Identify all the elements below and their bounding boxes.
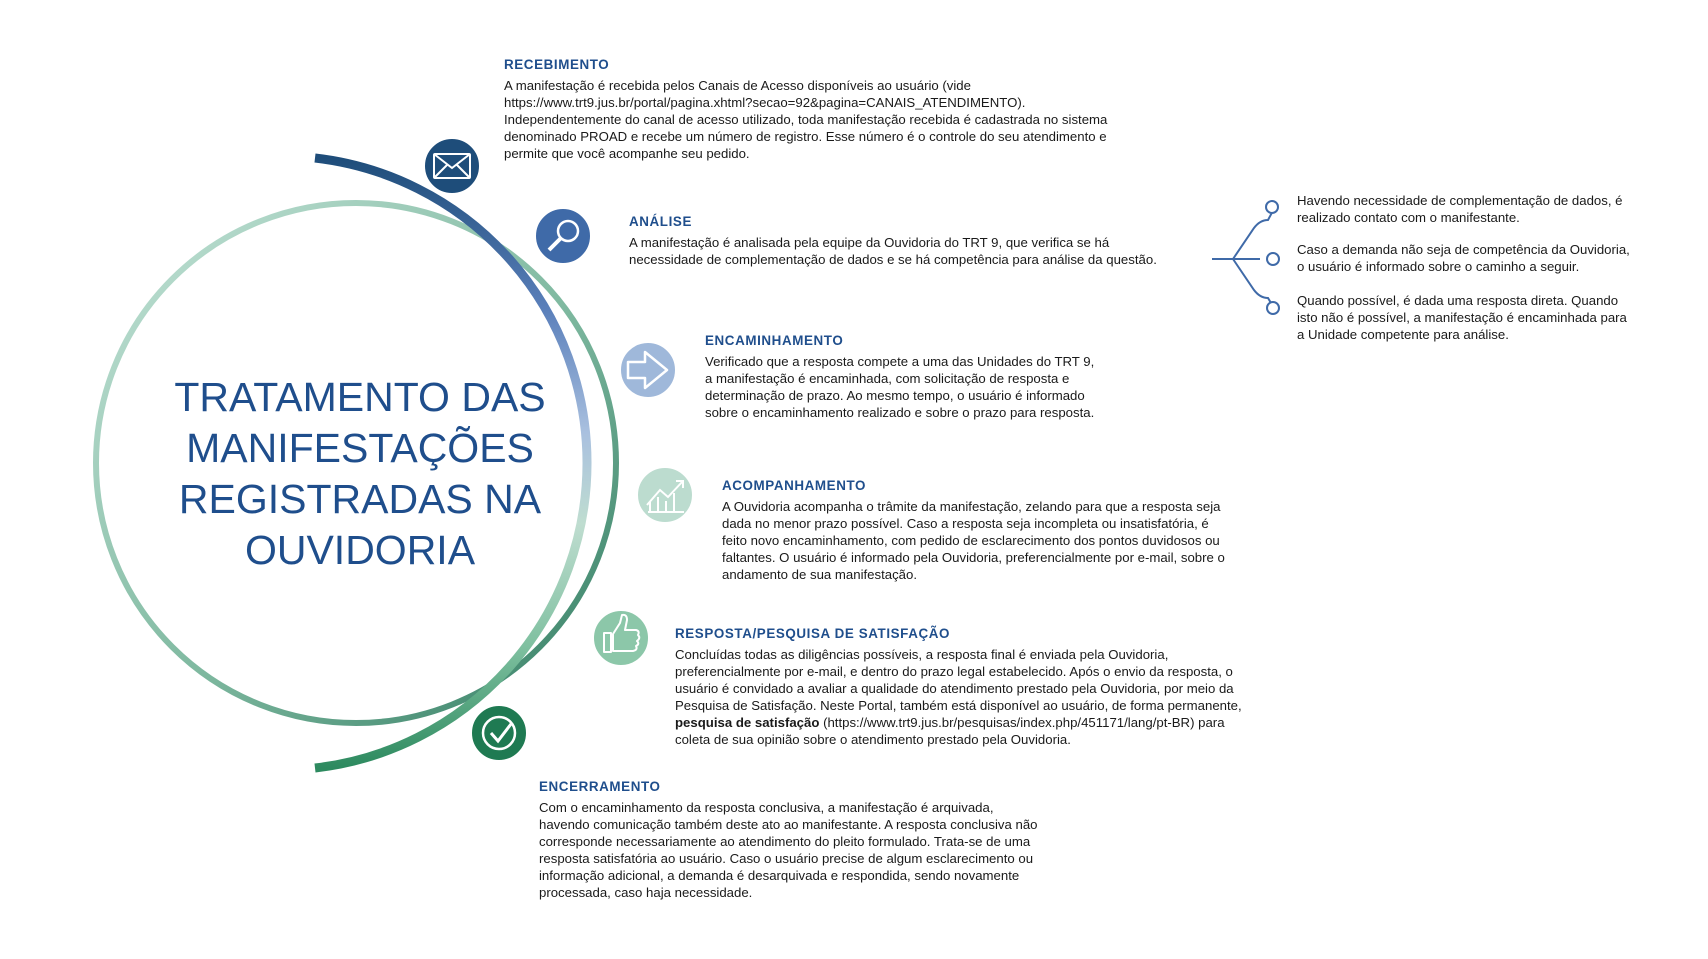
step-line: sobre o encaminhamento realizado e sobre o prazo para resposta. [705, 405, 1095, 420]
title-line: OUVIDORIA [244, 527, 476, 573]
step-line: permite que você acompanhe seu pedido. [504, 146, 750, 161]
step-line: Com o encaminhamento da resposta conclusiva, a manifestação é arquivada, [539, 800, 994, 815]
step-analise [629, 213, 1157, 268]
branch-connector [1212, 201, 1279, 314]
branch-line: o usuário é informado sobre o caminho a seguir. [1297, 259, 1580, 274]
title-line: REGISTRADAS NA [178, 476, 542, 522]
step-line-with-link [675, 714, 1242, 731]
diagram-title [150, 372, 570, 576]
step-description [539, 799, 1038, 901]
step-line: A manifestação é recebida pelos Canais de Acesso disponíveis ao usuário (vide [504, 78, 971, 93]
step-line: faltantes. O usuário é informado pela Ouvidoria, preferencialmente por e-mail, sobre o [722, 550, 1225, 565]
step-line: processada, caso haja necessidade. [539, 885, 753, 900]
branch-item-complementacao [1297, 192, 1623, 226]
branch-line: realizado contato com o manifestante. [1297, 210, 1520, 225]
branch-line: a Unidade competente para análise. [1297, 327, 1509, 342]
step-line: preferencialmente por e-mail, e dentro do prazo legal estabelecido. Após o envio da resposta, o [675, 664, 1233, 679]
step-line: informação adicional, a demanda é desarquivada e respondida, sendo novamente [539, 868, 1020, 883]
step-line: A Ouvidoria acompanha o trâmite da manifestação, zelando para que a resposta seja [722, 499, 1221, 514]
branch-item-resposta-direta [1297, 292, 1627, 343]
step-line: Pesquisa de Satisfação. Neste Portal, também está disponível ao usuário, de forma permanente, [675, 698, 1242, 713]
step-title: ENCAMINHAMENTO [705, 333, 844, 348]
step-description [629, 234, 1157, 268]
step-description [705, 353, 1094, 421]
survey-url-text: (https://www.trt9.jus.br/pesquisas/index.php/451171/lang/pt-BR) para [819, 715, 1225, 730]
step-icon-acompanhamento [637, 467, 693, 523]
step-description [722, 498, 1225, 583]
step-line: Concluídas todas as diligências possíveis, a resposta final é enviada pela Ouvidoria, [675, 647, 1169, 662]
branch-node-1 [1266, 201, 1278, 213]
step-line: corresponde necessariamente ao atendimento do pleito formulado. Trata-se de uma [539, 834, 1031, 849]
step-recebimento [504, 56, 1107, 162]
step-line: denominado PROAD e recebe um número de registro. Esse número é o controle do seu atendimento e [504, 129, 1107, 144]
step-line: feito novo encaminhamento, com pedido de esclarecimento dos pontos duvidosos ou [722, 533, 1220, 548]
step-line: Independentemente do canal de acesso utilizado, toda manifestação recebida é cadastrada no sistema [504, 112, 1108, 127]
step-line: a manifestação é encaminhada, com solicitação de resposta e [705, 371, 1070, 386]
step-icon-encaminhamento [620, 342, 676, 398]
step-line: determinação de prazo. Ao mesmo tempo, o usuário é informado [705, 388, 1085, 403]
step-icon-recebimento [424, 138, 480, 194]
step-acompanhamento [722, 477, 1225, 583]
branch-node-3 [1267, 302, 1279, 314]
step-icon-analise [535, 208, 591, 264]
step-icon-resposta [593, 610, 649, 666]
step-line: andamento de sua manifestação. [722, 567, 918, 582]
step-resposta [675, 625, 1242, 748]
step-line: A manifestação é analisada pela equipe da Ouvidoria do TRT 9, que verifica se há [629, 235, 1110, 250]
step-title: ENCERRAMENTO [539, 779, 661, 794]
step-line: coleta de sua opinião sobre o atendimento prestado pela Ouvidoria. [675, 732, 1071, 747]
step-description [675, 646, 1242, 748]
step-icon-encerramento [471, 705, 527, 761]
step-title: RESPOSTA/PESQUISA DE SATISFAÇÃO [675, 626, 951, 641]
branch-line: Quando possível, é dada uma resposta direta. Quando [1297, 293, 1619, 308]
branch-line: Caso a demanda não seja de competência da Ouvidoria, [1297, 242, 1630, 257]
step-encerramento [539, 778, 1038, 901]
step-line: necessidade de complementação de dados e se há competência para análise da questão. [629, 252, 1157, 267]
step-line: Verificado que a resposta compete a uma das Unidades do TRT 9, [705, 354, 1095, 369]
step-line: dada no menor prazo possível. Caso a resposta seja incompleta ou insatisfatória, é [722, 516, 1209, 531]
step-title: RECEBIMENTO [504, 57, 610, 72]
branch-line: Havendo necessidade de complementação de dados, é [1297, 193, 1623, 208]
step-title: ACOMPANHAMENTO [722, 478, 867, 493]
step-line: resposta satisfatória ao usuário. Caso o usuário precise de algum esclarecimento ou [539, 851, 1034, 866]
step-description [504, 77, 1107, 162]
branch-item-competencia [1297, 241, 1630, 275]
branch-line: isto não é possível, a manifestação é encaminhada para [1297, 310, 1627, 325]
step-encaminhamento [705, 332, 1094, 421]
survey-link[interactable]: pesquisa de satisfação [675, 715, 820, 730]
step-title: ANÁLISE [629, 214, 692, 229]
step-line: havendo comunicação também deste ato ao manifestante. A resposta conclusiva não [539, 817, 1038, 832]
step-line: usuário é convidado a avaliar a qualidade do atendimento prestado pela Ouvidoria, por meio da [675, 681, 1234, 696]
branch-node-2 [1267, 253, 1279, 265]
title-line: MANIFESTAÇÕES [186, 425, 534, 471]
title-line: TRATAMENTO DAS [174, 374, 546, 420]
step-line: https://www.trt9.jus.br/portal/pagina.xhtml?secao=92&pagina=CANAIS_ATENDIMENTO). [504, 95, 1026, 110]
